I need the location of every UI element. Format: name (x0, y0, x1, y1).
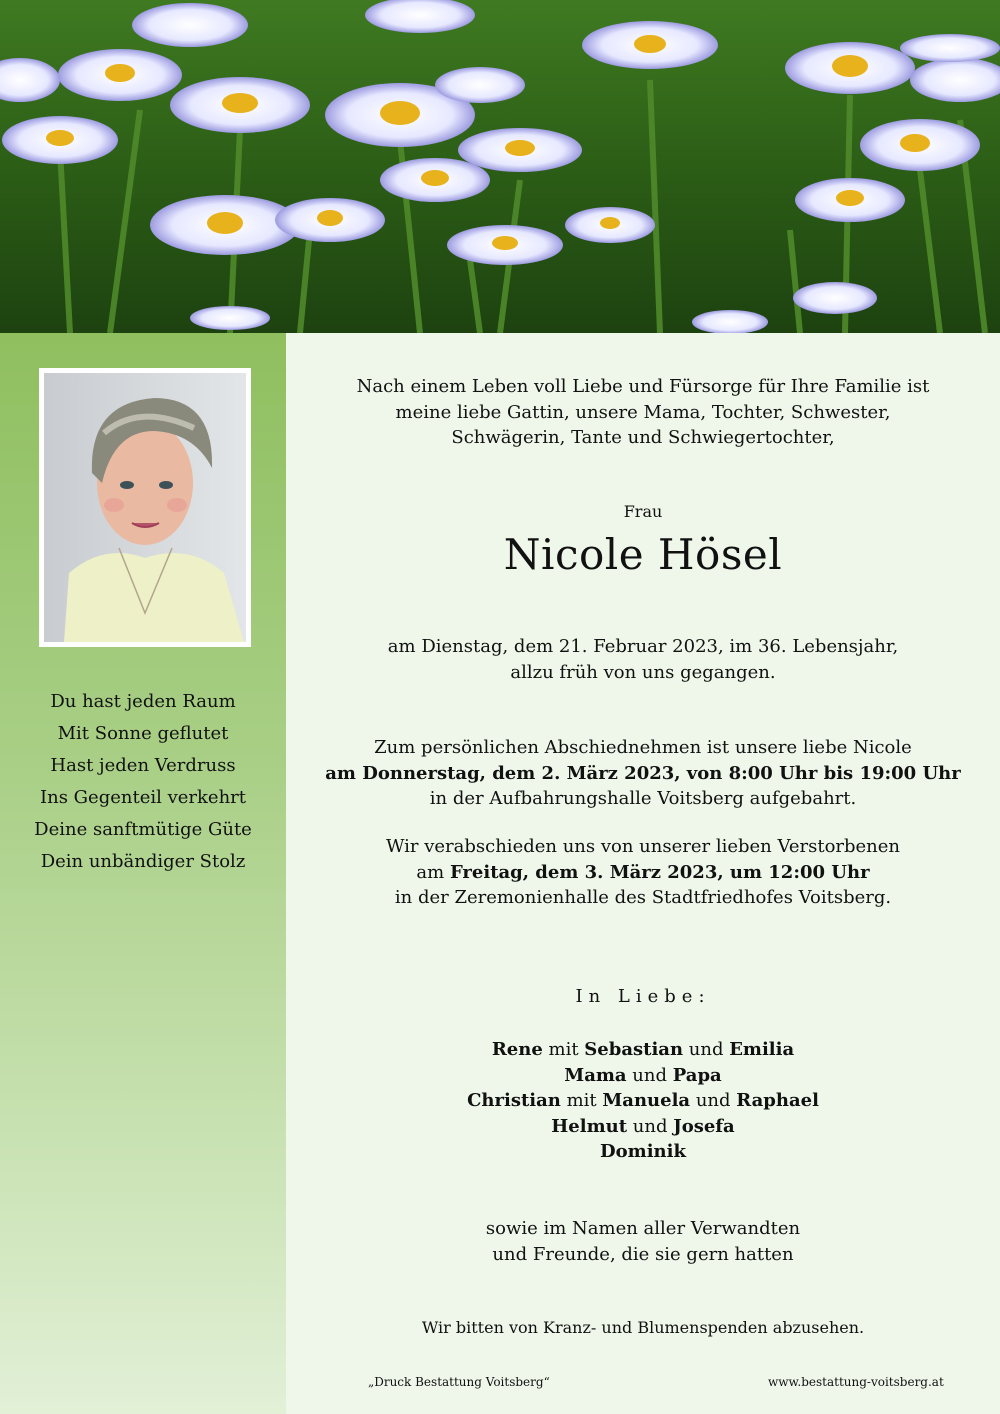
intro-line: Nach einem Leben voll Liebe und Fürsorge für Ihre Familie ist (356, 376, 930, 397)
viewing-date: am Donnerstag, dem 2. März 2023, von 8:00 Uhr bis 19:00 Uhr (325, 762, 961, 784)
relatives-line: und Freunde, die sie gern hatten (492, 1243, 794, 1265)
farewell-text (286, 834, 1000, 911)
farewell-date-line (286, 860, 1000, 886)
intro-line: meine liebe Gattin, unsere Mama, Tochter, Schwester, (395, 401, 891, 423)
farewell-prefix: am (416, 861, 450, 883)
name-prefix: Frau (623, 502, 663, 521)
viewing-text (286, 735, 1000, 812)
poem-line: Ins Gegenteil verkehrt (40, 787, 246, 808)
mourner-row: Helmut und Josefa (551, 1115, 735, 1137)
viewing-line: in der Aufbahrungshalle Voitsberg aufgebahrt. (429, 788, 857, 809)
death-line: am Dienstag, dem 21. Februar 2023, im 36. Lebensjahr, (387, 636, 899, 657)
poem-line: Dein unbändiger Stolz (40, 851, 246, 872)
death-text (286, 634, 1000, 685)
flower-request: Wir bitten von Kranz- und Blumenspenden abzusehen. (421, 1318, 865, 1337)
relatives-text (286, 1216, 1000, 1267)
intro-line: Schwägerin, Tante und Schwiegertochter, (451, 427, 835, 448)
mourner-row: Mama und Papa (564, 1064, 722, 1086)
poem-line: Hast jeden Verdruss (50, 755, 236, 776)
portrait-photo (39, 368, 251, 647)
farewell-line: Wir verabschieden uns von unserer lieben Verstorbenen (385, 836, 901, 857)
poem-line: Du hast jeden Raum (50, 691, 236, 712)
relatives-line: sowie im Namen aller Verwandten (485, 1218, 801, 1239)
daisy-field-image (0, 0, 1000, 333)
header-daisy-photo (0, 0, 1000, 333)
footer-website: www.bestattung-voitsberg.at (768, 1375, 944, 1389)
farewell-date: Freitag, dem 3. März 2023, um 12:00 Uhr (449, 861, 870, 883)
deceased-name: Nicole Hösel (503, 530, 783, 579)
poem (0, 686, 286, 878)
portrait-image (44, 373, 246, 642)
mourners-list (286, 1037, 1000, 1165)
intro-text (286, 374, 1000, 451)
poem-line: Deine sanftmütige Güte (34, 819, 252, 840)
poem-line: Mit Sonne geflutet (57, 723, 229, 744)
death-line: allzu früh von uns gegangen. (510, 661, 776, 683)
farewell-line: in der Zeremonienhalle des Stadtfriedhofes Voitsberg. (394, 887, 892, 908)
mourner-row: Dominik (600, 1141, 686, 1162)
viewing-line: Zum persönlichen Abschiednehmen ist unsere liebe Nicole (374, 737, 912, 758)
mourner-row: Christian mit Manuela und Raphael (467, 1090, 819, 1111)
in-love-heading: In Liebe: (575, 986, 711, 1007)
mourner-row: Rene mit Sebastian und Emilia (491, 1039, 795, 1060)
footer-printer: „Druck Bestattung Voitsberg“ (368, 1375, 550, 1389)
